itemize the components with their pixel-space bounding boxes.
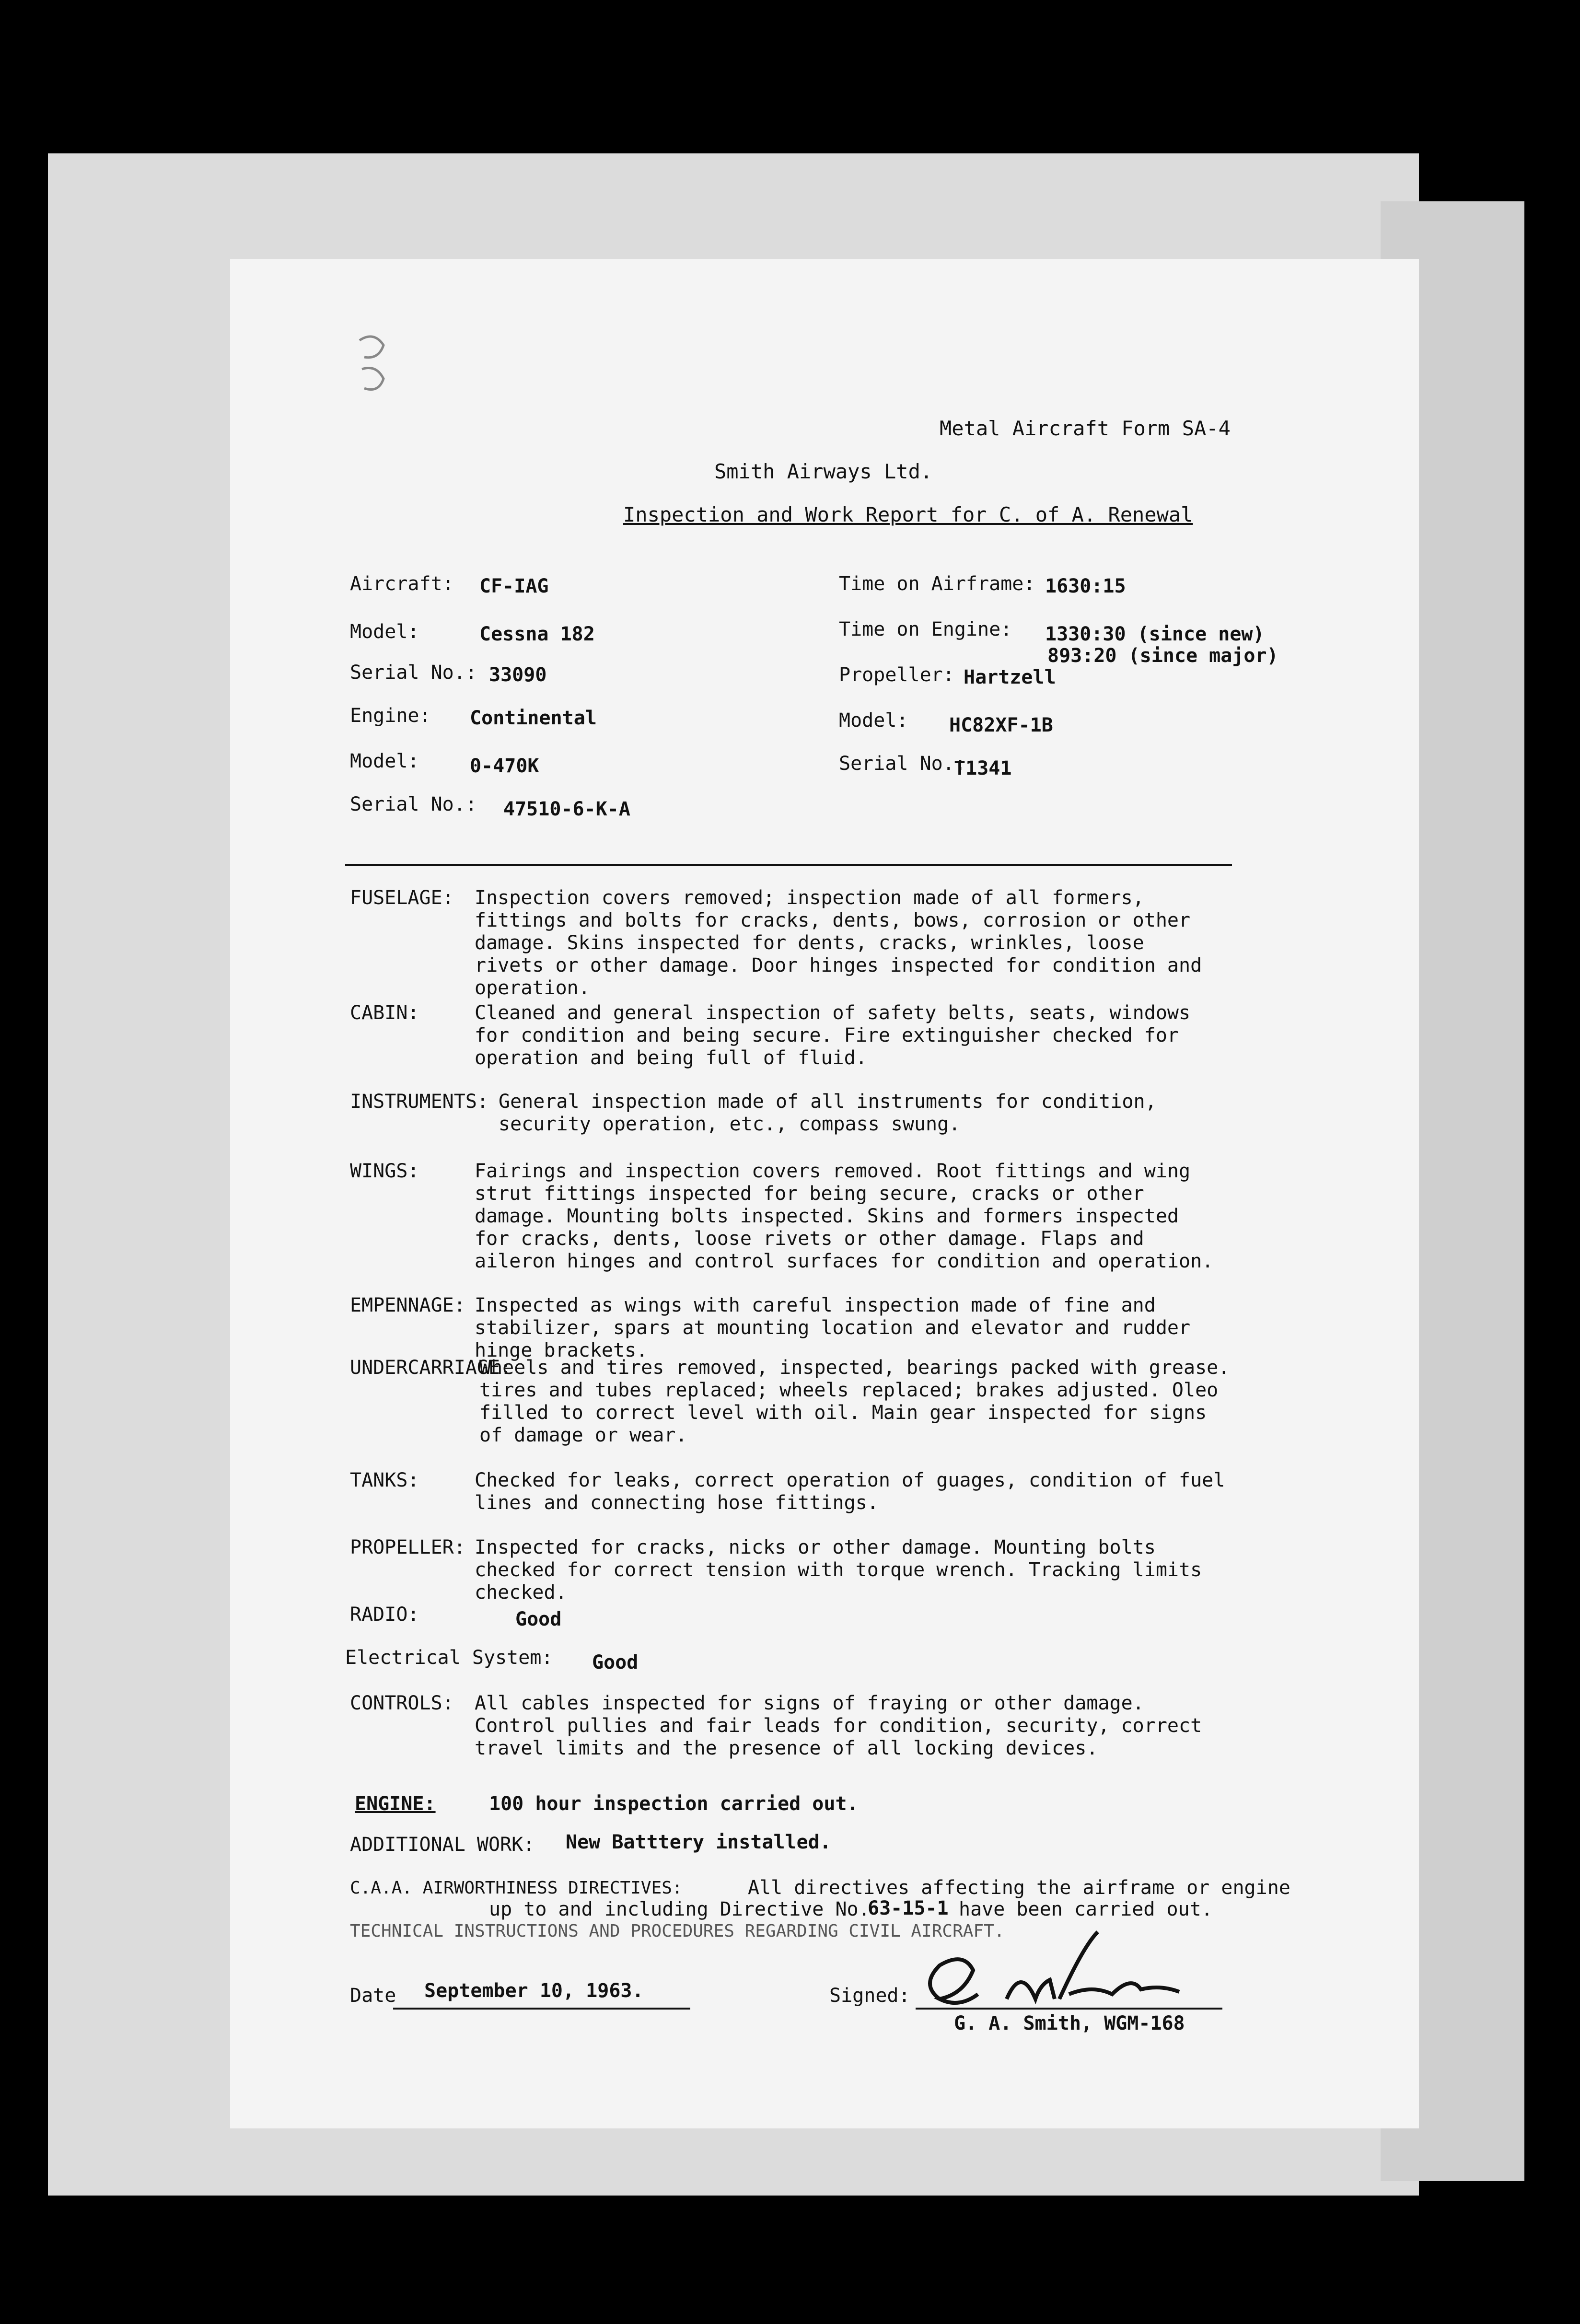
empennage-text: Inspected as wings with careful inspection made of fine and stabilizer, spars at mounting location and elevator and rudder hinge brackets.	[475, 1294, 1191, 1361]
document-page	[230, 259, 1419, 2128]
engine-time-label: Time on Engine:	[839, 618, 1012, 640]
date-underline	[393, 2008, 690, 2010]
electrical-label: Electrical System:	[345, 1647, 553, 1669]
propeller-section-text: Inspected for cracks, nicks or other damage. Mounting bolts checked for correct tension with torque wrench. Tracking limits checked.	[475, 1536, 1202, 1604]
directives-line1: All directives affecting the airframe or engine	[748, 1877, 1290, 1899]
margin-pencil-mark	[350, 331, 398, 403]
propeller-section-label: PROPELLER:	[350, 1536, 465, 1558]
serial-label: Serial No.:	[350, 662, 477, 684]
report-title: Inspection and Work Report for C. of A. Renewal	[623, 503, 1193, 526]
tanks-label: TANKS:	[350, 1469, 419, 1491]
engine-label: Engine:	[350, 705, 431, 727]
engine-model: 0-470K	[470, 755, 539, 777]
directive-number: 63-15-1	[868, 1897, 949, 1919]
engine-time-since-major: 893:20 (since major)	[1047, 645, 1278, 667]
prop-model-label: Model:	[839, 709, 908, 732]
airframe-time: 1630:15	[1045, 575, 1126, 597]
fuselage-label: FUSELAGE:	[350, 887, 454, 909]
engine-row-value: 100 hour inspection carried out.	[489, 1793, 859, 1815]
aircraft-model: Cessna 182	[479, 623, 595, 645]
aircraft-registration: CF-IAG	[479, 575, 549, 597]
propeller-model: HC82XF-1B	[949, 714, 1053, 736]
fuselage-text: Inspection covers removed; inspection made of all formers, fittings and bolts for cracks, dents, bows, corrosion or other damage. Skins inspected for dents, cracks, wrinkles, loose rivets or other damage. Door hinges inspected for condition and operation.	[475, 887, 1202, 999]
signature-underline	[916, 2008, 1222, 2010]
propeller-label: Propeller:	[839, 664, 954, 686]
signer-name: G. A. Smith, WGM-168	[954, 2012, 1185, 2034]
controls-text: All cables inspected for signs of fraying or other damage. Control pullies and fair leads for condition, security, correct travel limits and the presence of all locking devices.	[475, 1692, 1202, 1759]
undercarriage-text: Wheels and tires removed, inspected, bearings packed with grease. tires and tubes replaced; wheels replaced; brakes adjusted. Oleo filled to correct level with oil. Main gear inspected for signs of damage or wear.	[479, 1357, 1230, 1446]
radio-value: Good	[515, 1608, 562, 1630]
model-label: Model:	[350, 621, 419, 643]
additional-work-value: New Batttery installed.	[566, 1831, 831, 1853]
aircraft-label: Aircraft:	[350, 573, 454, 595]
wings-text: Fairings and inspection covers removed. Root fittings and wing strut fittings inspected for being secure, cracks or other damage. Mounting bolts inspected. Skins and formers inspected for cracks, dents, loose rivets or other damage. Flaps and aileron hinges and control surfaces for condition and operation.	[475, 1160, 1214, 1272]
form-number: Metal Aircraft Form SA-4	[940, 417, 1231, 440]
directives-line2b: have been carried out.	[959, 1898, 1213, 1920]
engine-row-label: ENGINE:	[355, 1793, 436, 1815]
date-label: Date	[350, 1985, 396, 2007]
divider-rule	[345, 864, 1232, 866]
engine-time-since-new: 1330:30 (since new)	[1045, 623, 1265, 645]
signed-label: Signed:	[829, 1985, 910, 2007]
directives-line3: TECHNICAL INSTRUCTIONS AND PROCEDURES REGARDING CIVIL AIRCRAFT.	[350, 1921, 1005, 1941]
company-name: Smith Airways Ltd.	[714, 460, 933, 483]
engine-model-label: Model:	[350, 750, 419, 772]
instruments-label: INSTRUMENTS:	[350, 1091, 488, 1113]
directives-line2a: up to and including Directive No.	[489, 1898, 870, 1920]
prop-serial-label: Serial No.:	[839, 753, 966, 775]
undercarriage-label: UNDERCARRIAGE:	[350, 1357, 512, 1379]
tanks-text: Checked for leaks, correct operation of guages, condition of fuel lines and connecting hose fittings.	[475, 1469, 1225, 1514]
aircraft-serial: 33090	[489, 664, 547, 686]
engine-make: Continental	[470, 707, 597, 729]
directives-label: C.A.A. AIRWORTHINESS DIRECTIVES:	[350, 1878, 683, 1898]
cabin-text: Cleaned and general inspection of safety belts, seats, windows for condition and being secure. Fire extinguisher checked for operation and being full of fluid.	[475, 1002, 1191, 1069]
empennage-label: EMPENNAGE:	[350, 1294, 465, 1316]
radio-label: RADIO:	[350, 1604, 419, 1626]
electrical-value: Good	[592, 1651, 639, 1673]
engine-serial: 47510-6-K-A	[503, 798, 630, 820]
wings-label: WINGS:	[350, 1160, 419, 1182]
instruments-text: General inspection made of all instruments for condition, security operation, etc., compass swung.	[499, 1091, 1157, 1135]
airframe-time-label: Time on Airframe:	[839, 573, 1035, 595]
engine-serial-label: Serial No.:	[350, 793, 477, 815]
propeller-make: Hartzell	[964, 666, 1056, 688]
additional-work-label: ADDITIONAL WORK:	[350, 1834, 535, 1856]
report-date: September 10, 1963.	[424, 1980, 644, 2002]
controls-label: CONTROLS:	[350, 1692, 454, 1714]
cabin-label: CABIN:	[350, 1002, 419, 1024]
propeller-serial: T1341	[954, 757, 1012, 779]
